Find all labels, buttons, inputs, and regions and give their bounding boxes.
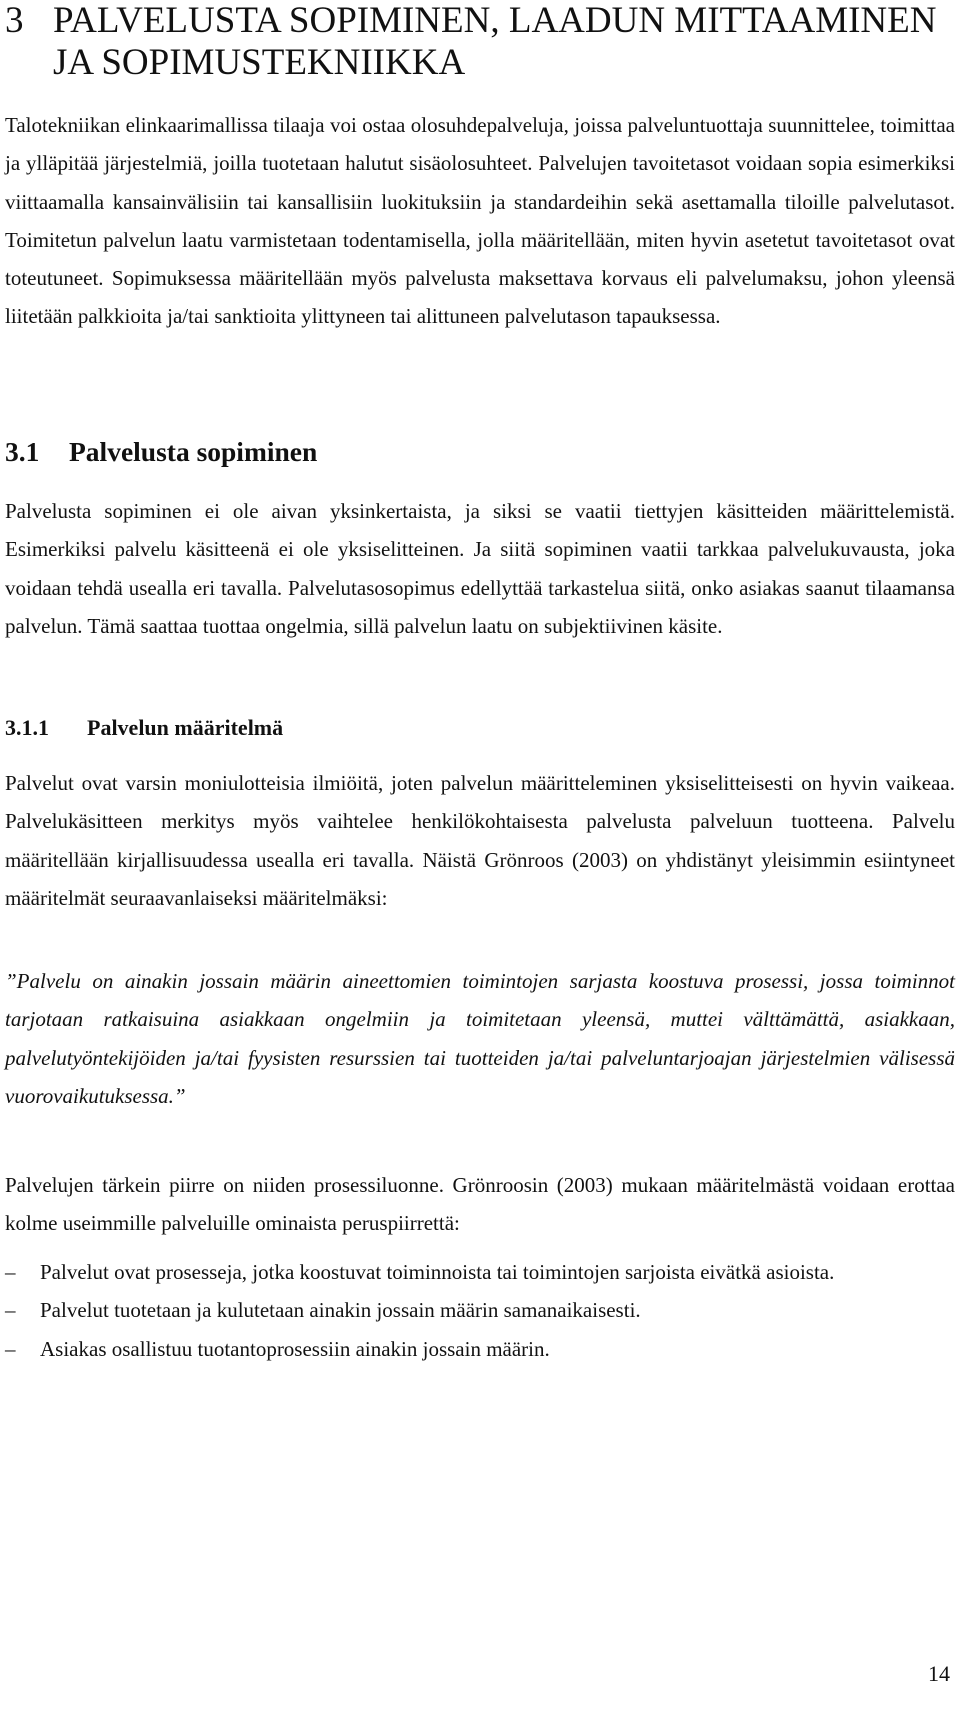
features-paragraph: Palvelujen tärkein piirre on niiden prosessiluonne. Grönroosin (2003) mukaan määritelmästä voidaan erottaa kolme useimmille palveluille ominaista peruspiirrettä: [5, 1173, 955, 1236]
section-number: 3.1 [5, 436, 40, 467]
intro-paragraph: Talotekniikan elinkaarimallissa tilaaja voi ostaa olosuhdepalveluja, joissa palveluntuottaja suunnittelee, toimittaa ja ylläpitää järjestelmiä, joilla tuotetaan halutut sisäolosuhteet. Palvelujen tavoitetasot voidaan sopia esimerkiksi viittaamalla kansainvälisiin tai kansallisiin luokituksiin ja standardeihin sekä asettamalla tiloille palvelutasot. Toimitetun palvelun laatu varmistetaan todentamisella, jolla määritellään, miten hyvin asetetut tavoitetasot ovat toteutuneet. Sopimuksessa määritellään myös palvelusta maksettava korvaus eli palvelumaksu, johon yleensä liitetään palkkioita ja/tai sanktioita ylittyneen tai alittuneen palvelutason tapauksessa. [5, 113, 955, 329]
features-list [5, 1253, 955, 1368]
list-item [5, 1253, 955, 1291]
definition-quote: ”Palvelu on ainakin jossain määrin aineettomien toimintojen sarjasta koostuva prosessi, jossa toiminnot tarjotaan ratkaisuina asiakkaan ongelmiin ja toimitetaan yleensä, muttei välttämättä, asiakkaan, palvelutyöntekijöiden ja/tai fyysisten resurssien tai tuotteiden ja/tai palveluntarjoajan järjestelmien välisessä vuorovaikutuksessa.” [5, 969, 955, 1108]
chapter-heading [5, 0, 955, 84]
list-item [5, 1330, 955, 1368]
definition-block [5, 764, 955, 917]
section-heading [5, 436, 317, 468]
chapter-number: 3 [5, 0, 24, 41]
features-block [5, 1166, 955, 1243]
section-block [5, 492, 955, 645]
list-item-text: Asiakas osallistuu tuotantoprosessiin ainakin jossain määrin. [40, 1336, 550, 1361]
quote-block [5, 962, 955, 1115]
subsection-number: 3.1.1 [5, 715, 49, 740]
list-dash: – [5, 1336, 16, 1361]
features-list-block [5, 1253, 955, 1368]
definition-paragraph: Palvelut ovat varsin moniulotteisia ilmiöitä, joten palvelun määritteleminen yksiselitteisesti on hyvin vaikeaa. Palvelukäsitteen merkitys myös vaihtelee henkilökohtaisesta palvelusta palveluun tuotteena. Palvelu määritellään kirjallisuudessa usealla eri tavalla. Näistä Grönroos (2003) on yhdistänyt yleisimmin esiintyneet määritelmät seuraavanlaiseksi määritelmäksi: [5, 771, 955, 910]
list-item [5, 1291, 955, 1329]
chapter-title: PALVELUSTA SOPIMINEN, LAADUN MITTAAMINEN JA SOPIMUSTEKNIIKKA [53, 0, 937, 83]
intro-block [5, 106, 955, 336]
subsection-heading [5, 714, 283, 742]
subsection-title: Palvelun määritelmä [87, 715, 284, 740]
list-dash: – [5, 1298, 16, 1323]
list-item-text: Palvelut ovat prosesseja, jotka koostuvat toiminnoista tai toimintojen sarjoista eivätkä asioista. [40, 1260, 835, 1284]
section-title: Palvelusta sopiminen [69, 436, 318, 467]
section-paragraph: Palvelusta sopiminen ei ole aivan yksinkertaista, ja siksi se vaatii tiettyjen käsitteiden määrittelemistä. Esimerkiksi palvelu käsitteenä ei ole yksiselitteinen. Ja siitä sopiminen vaatii tarkkaa palvelukuvausta, joka voidaan tehdä usealla eri tavalla. Palvelutasosopimus edellyttää tarkastelua siitä, onko asiakas saanut tilaamansa palvelun. Tämä saattaa tuottaa ongelmia, sillä palvelun laatu on subjektiivinen käsite. [5, 499, 955, 638]
page-number: 14 [928, 1661, 950, 1686]
list-dash: – [5, 1260, 16, 1284]
list-item-text: Palvelut tuotetaan ja kulutetaan ainakin jossain määrin samanaikaisesti. [40, 1298, 641, 1323]
